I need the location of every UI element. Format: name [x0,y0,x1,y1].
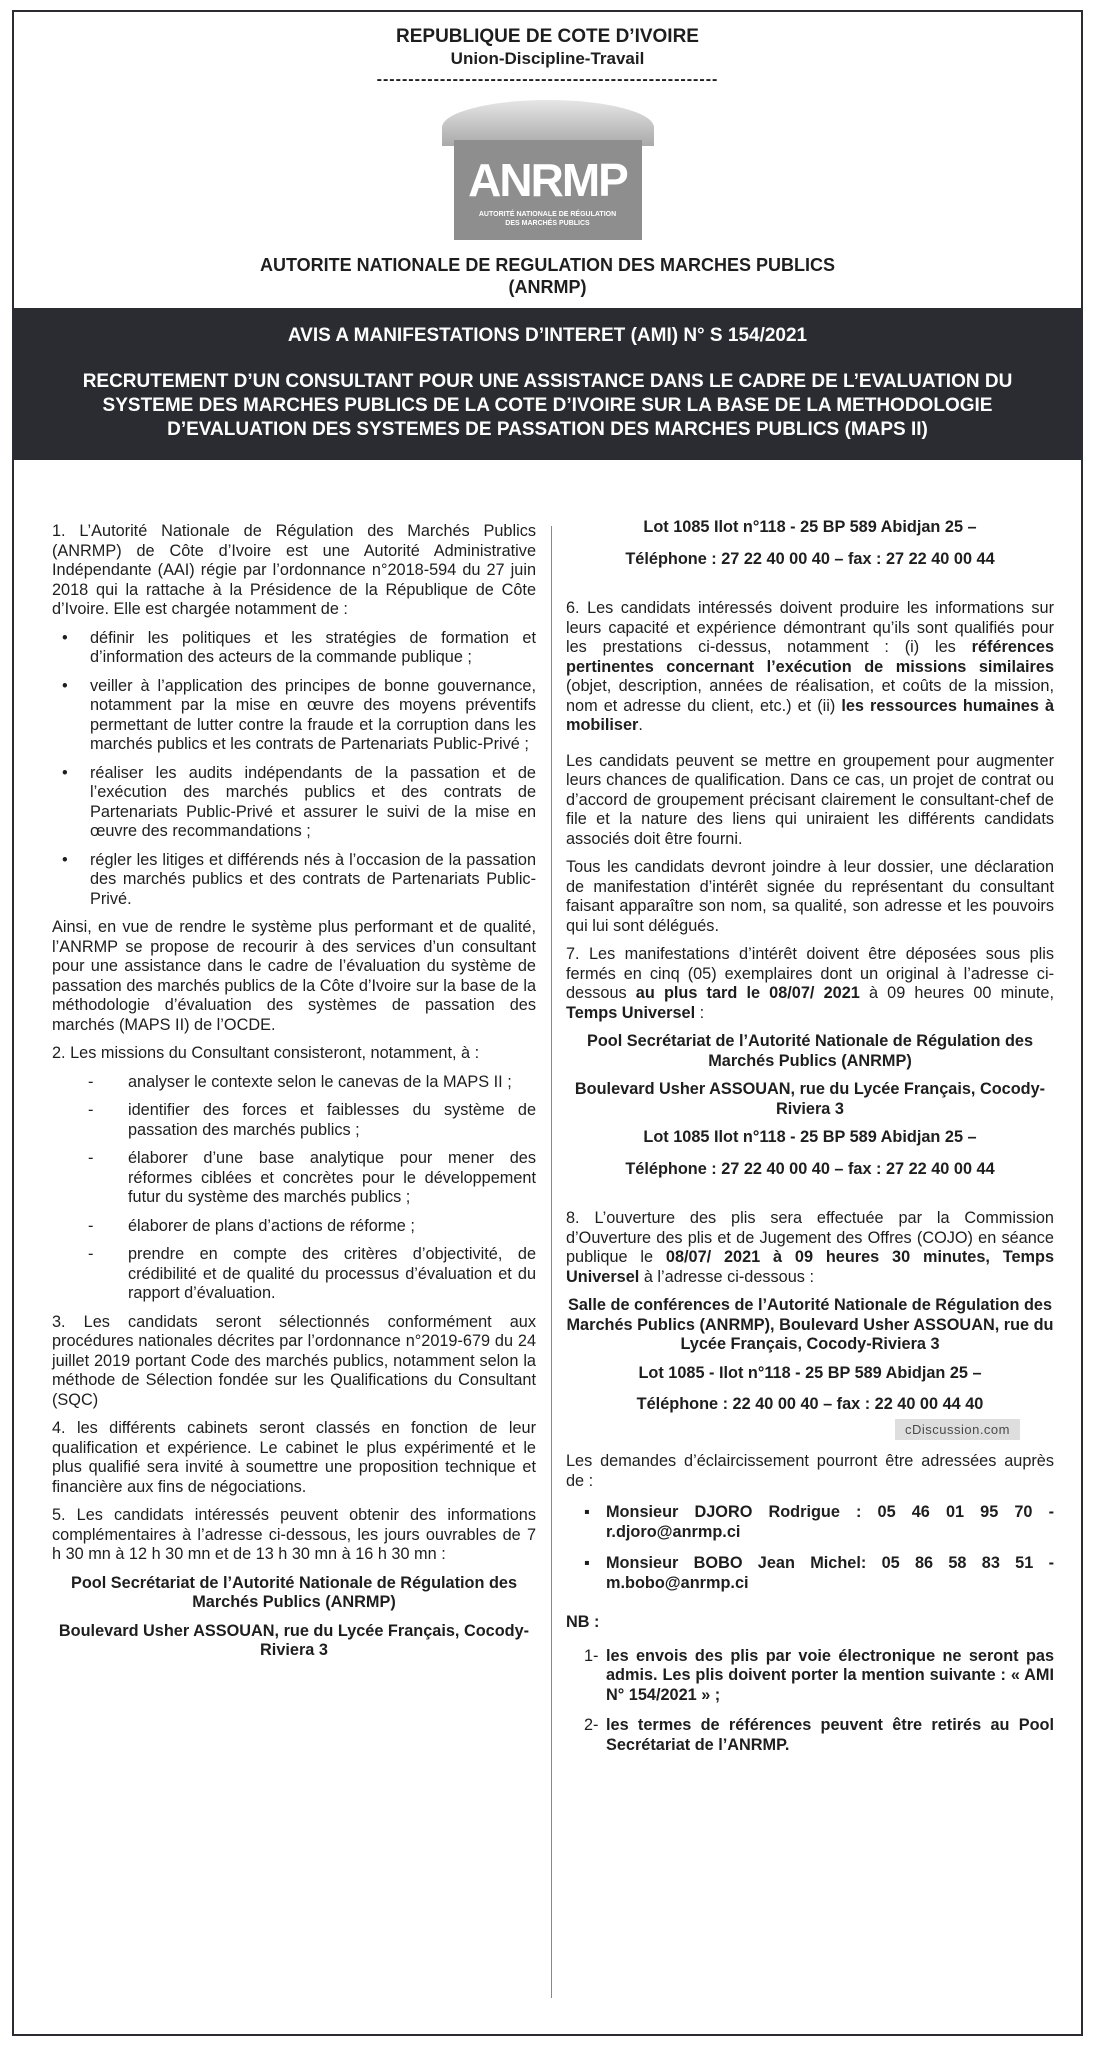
country-name: REPUBLIQUE DE COTE D’IVOIRE [396,26,699,47]
text-run: 7. Les manifestations d’intérêt doivent être déposées sous plis fermés en cinq (05) exemplaires dont un original à l’adresse ci-dessous [566,945,1054,1002]
notice-title: AVIS A MANIFESTATIONS D’INTERET (AMI) N° S 154/2021 [287,325,808,346]
notice-subject: RECRUTEMENT D’UN CONSULTANT POUR UNE ASSISTANCE DANS LE CADRE DE L’EVALUATION DU SYSTEME DES MARCHES PUBLICS DE LA COTE D’IVOIRE SUR LA BASE DE LA METHODOLOGIE D’EVALUATION DES SYSTEMES DE PASSATION DES MARCHES PUBLICS (MAPS II) [82,371,1013,440]
nb-item [566,1647,1054,1706]
right-column [566,518,1054,1766]
text-run: (objet, description, années de réalisation, et coûts de la mission, nom et adresse du client, etc.) et (ii) [566,677,1054,715]
text-run: à l’adresse ci-dessous : [639,1267,814,1286]
logo-box [454,140,642,240]
notice-page [12,10,1083,2036]
list-item: - analyser le contexte selon le canevas de la MAPS II ; [52,1073,536,1093]
org-acronym: (ANRMP) [508,277,587,297]
list-item: • définir les politiques et les stratégies de formation et d’information des acteurs de la commande publique ; [52,629,536,668]
address-phone: Téléphone : 27 22 40 00 40 – fax : 27 22 40 00 44 [625,1159,995,1178]
notice-banner [14,308,1081,460]
nb-text: les envois des plis par voie électronique ne seront pas admis. Les plis doivent porter la mention suivante : « AMI N° 154/2021 » ; [606,1646,1054,1704]
body-columns [14,518,1081,2034]
contacts-list [566,1503,1054,1593]
text-run: 6. Les candidats intéressés doivent produire les informations sur leurs capacité et expérience démontrant qu’ils sont qualifiés pour les prestations ci-dessus, notamment : (i) les [566,599,1054,656]
nb-number: 1- [584,1646,599,1665]
watermark [566,1419,1020,1441]
list-item: - élaborer d’une base analytique pour mener des réformes ciblées et concrètes pour le développement futur du système des marchés publics ; [52,1149,536,1208]
text-run: . [638,716,643,734]
address-lot: Lot 1085 Ilot n°118 - 25 BP 589 Abidjan 25 – [643,1128,977,1146]
text-run: : [695,1003,705,1022]
missions-list [52,1073,536,1304]
address-phone: Téléphone : 22 40 00 40 – fax : 22 40 00 44 40 [636,1395,984,1413]
nb-text: les termes de références peuvent être retirés au Pool Secrétariat de l’ANRMP. [606,1716,1054,1754]
text-run-bold: références pertinentes concernant l’exécution de missions similaires [566,638,1054,676]
org-name: AUTORITE NATIONALE DE REGULATION DES MARCHES PUBLICS [259,255,835,275]
header [14,26,1081,298]
nb-item [566,1716,1054,1755]
national-motto: Union-Discipline-Travail [450,49,645,68]
address-lot: Lot 1085 - Ilot n°118 - 25 BP 589 Abidjan 25 – [638,1363,982,1382]
address-pool: Pool Secrétariat de l’Autorité Nationale de Régulation des Marchés Publics (ANRMP) [586,1032,1034,1070]
list-item: • veiller à l’application des principes de bonne gouvernance, notamment par la mise en œuvre des moyens préventifs permettant de lutter contre la fraude et la corruption dans les marchés publics et les contrats de Partenariats Public-Privé ; [52,677,536,755]
paragraph-group: Les candidats peuvent se mettre en groupement pour augmenter leurs chances de qualification. Dans ce cas, un projet de contrat ou d’accord de groupement précisant clairement le consultant-chef de file et la nature des liens qui uniraient les différents candidats associés doit être fourni. [566,751,1054,848]
logo-word: ANRMP [468,154,627,206]
text-run: à 09 heures 00 minute, [859,984,1054,1002]
watermark-text: cDiscussion.com [895,1419,1020,1441]
text-run-bold: Temps Universel [566,1003,696,1022]
list-item: - élaborer de plans d’actions de réforme ; [52,1217,536,1237]
text-run-bold: les ressources humaines à mobiliser [566,696,1054,734]
text-run: 8. L’ouverture des plis sera effectuée par la Commission d’Ouverture des plis et de Jugement des Offres (COJO) en séance publique le [566,1209,1054,1266]
list-item: • réaliser les audits indépendants de la passation et de l’exécution des marchés publics et des contrats de Partenariats Public-Privé et assurer le suivi de la mise en œuvre des recommandations ; [52,764,536,842]
paragraph-declaration: Tous les candidats devront joindre à leur dossier, une déclaration de manifestation d’intérêt signée du représentant du consultant faisant apparaître son nom, sa qualité, son adresse et les pouvoirs qui lui sont délégués. [566,858,1054,935]
contact-item: ▪ Monsieur BOBO Jean Michel: 05 86 58 83 51 - m.bobo@anrmp.ci [566,1554,1054,1593]
paragraph-5: 5. Les candidats intéressés peuvent obtenir des informations complémentaires à l’adresse ci-dessous, les jours ouvrables de 7 h 30 mn à 12 h 30 mn et de 13 h 30 mn à 16 h 30 mn : [52,1506,536,1563]
address-pool: Pool Secrétariat de l’Autorité Nationale de Régulation des Marchés Publics (ANRMP) [70,1573,518,1611]
nb-list [566,1647,1054,1756]
paragraph-requests: Les demandes d’éclaircissement pourront être adressées auprès de : [566,1452,1054,1490]
address-street: Boulevard Usher ASSOUAN, rue du Lycée Français, Cocody-Riviera 3 [58,1621,530,1659]
paragraph-2: 2. Les missions du Consultant consisteront, notamment, à : [52,1044,480,1062]
list-item: • régler les litiges et différends nés à l’occasion de la passation des marchés publics et des contrats de Partenariats Public-Privé. [52,851,536,910]
list-item: - identifier des forces et faiblesses du système de passation des marchés publics ; [52,1101,536,1140]
address-phone: Téléphone : 27 22 40 00 40 – fax : 27 22 40 00 44 [625,549,995,568]
list-item: - prendre en compte des critères d’objectivité, de crédibilité et de qualité du processus d’évaluation et du rapport d’évaluation. [52,1245,536,1304]
column-divider [551,526,552,1998]
header-separator: ------------------------------------------------------ [376,71,719,88]
mandate-list [52,629,536,910]
logo-subtitle: AUTORITÉ NATIONALE DE RÉGULATION DES MARCHÉS PUBLICS [478,211,617,227]
paragraph-ainsi: Ainsi, en vue de rendre le système plus performant et de qualité, l’ANRMP se propose de recourir à des services d’un consultant pour une assistance dans le cadre de l’évaluation du système de passation des marchés publics de la Côte d’Ivoire sur la base de la méthodologie d’évaluation des systèmes de passation des marchés (MAPS II) de l’OCDE. [52,918,536,1034]
paragraph-4: 4. les différents cabinets seront classés en fonction de leur qualification et expérience. Le cabinet le plus expérimenté et le plus qualifié sera invité à soumettre une proposition technique et financière aux fins de négociations. [52,1419,536,1496]
paragraph-6 [566,599,1054,736]
paragraph-3: 3. Les candidats seront sélectionnés conformément aux procédures nationales décrites par l’ordonnance n°2019-679 du 24 juillet 2019 portant Code des marchés publics, notamment selon la méthode de Sélection fondée sur les Qualifications du Consultant (SQC) [52,1312,536,1409]
nb-label: NB : [566,1613,600,1631]
address-lot: Lot 1085 Ilot n°118 - 25 BP 589 Abidjan 25 – [643,518,977,536]
anrmp-logo [442,100,654,240]
paragraph-7 [566,945,1054,1023]
opening-venue: Salle de conférences de l’Autorité Nationale de Régulation des Marchés Publics (ANRMP), Boulevard Usher ASSOUAN, rue du Lycée Français, Cocody-Riviera 3 [566,1296,1054,1353]
text-run-bold: 08/07/ 2021 à 09 heures 30 minutes, Temps Universel [566,1248,1054,1286]
text-run-bold: au plus tard le 08/07/ 2021 [635,984,860,1002]
contact-item: ▪ Monsieur DJORO Rodrigue : 05 46 01 95 70 - r.djoro@anrmp.ci [566,1503,1054,1542]
paragraph-8 [566,1209,1054,1287]
left-column [52,522,536,1670]
nb-number: 2- [584,1716,599,1734]
paragraph-1: 1. L’Autorité Nationale de Régulation des Marchés Publics (ANRMP) de Côte d’Ivoire est une Autorité Administrative Indépendante (AAI) régie par l’ordonnance n°2018-594 du 27 juin 2018 qui la rattache à la Présidence de la République de Côte d’Ivoire. Elle est chargée notamment de : [52,522,536,618]
address-street: Boulevard Usher ASSOUAN, rue du Lycée Français, Cocody-Riviera 3 [574,1080,1046,1118]
